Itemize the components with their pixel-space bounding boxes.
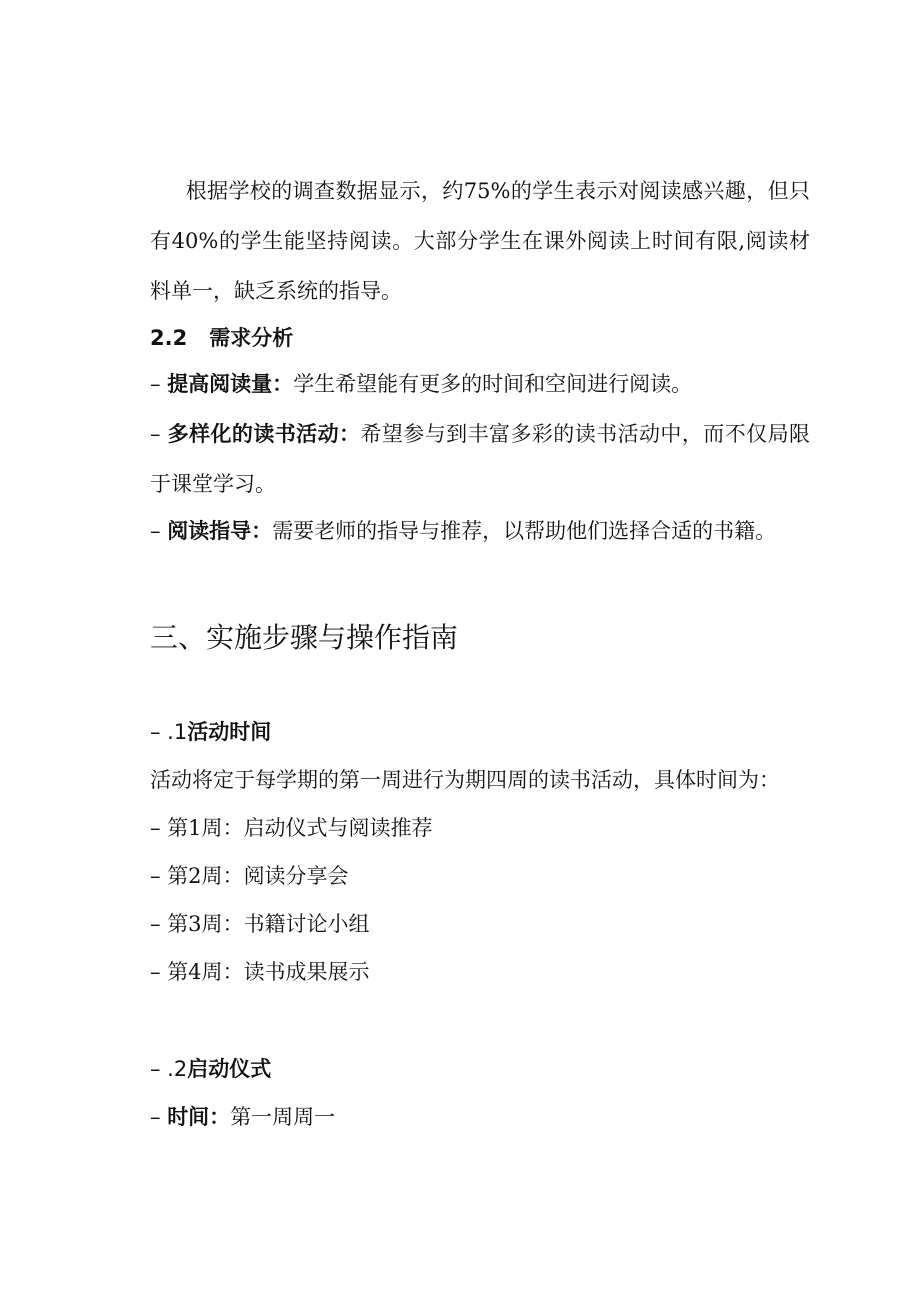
time-item <box>150 1102 335 1132</box>
list-dash: – <box>150 1105 161 1129</box>
list-dash: – <box>150 422 161 446</box>
week-label: 第2周： <box>167 864 244 888</box>
subsection-prefix: – .1 <box>150 720 188 744</box>
subsection-number: 2.2 <box>150 326 188 350</box>
subsection-3-2-heading <box>150 1054 271 1084</box>
subsection-prefix: – .2 <box>150 1057 188 1081</box>
week-text: 读书成果展示 <box>243 960 370 984</box>
need-text: 需要老师的指导与推荐，以帮助他们选择合适的书籍。 <box>272 519 777 543</box>
need-item-2 <box>150 409 810 509</box>
list-dash: – <box>150 912 161 936</box>
week-label: 第3周： <box>167 912 244 936</box>
week-item-2 <box>150 861 349 891</box>
need-text: 学生希望能有更多的时间和空间进行阅读。 <box>293 372 693 396</box>
week-label: 第4周： <box>167 960 244 984</box>
need-label: 阅读指导： <box>167 519 273 543</box>
time-label: 时间： <box>167 1105 231 1129</box>
week-label: 第1周： <box>167 816 244 840</box>
list-dash: – <box>150 960 161 984</box>
need-label: 提高阅读量： <box>167 372 294 396</box>
need-label: 多样化的读书活动： <box>167 422 361 446</box>
need-item-1 <box>150 359 810 409</box>
week-item-4 <box>150 957 370 987</box>
subsection-title: 活动时间 <box>187 720 272 744</box>
survey-paragraph: 根据学校的调查数据显示，约75%的学生表示对阅读感兴趣，但只有40%的学生能坚持阅读。大部分学生在课外阅读上时间有限,阅读材料单一，缺乏系统的指导。 <box>150 179 810 303</box>
week-text: 启动仪式与阅读推荐 <box>243 816 433 840</box>
section-3-heading: 三、实施步骤与操作指南 <box>150 621 459 654</box>
subsection-3-1-heading <box>150 717 271 747</box>
list-dash: – <box>150 864 161 888</box>
week-item-1 <box>150 813 433 843</box>
week-text: 书籍讨论小组 <box>243 912 370 936</box>
subsection-title: 启动仪式 <box>187 1057 272 1081</box>
list-dash: – <box>150 372 161 396</box>
week-item-3 <box>150 909 370 939</box>
subsection-title: 需求分析 <box>209 326 294 350</box>
need-item-3 <box>150 506 810 556</box>
list-dash: – <box>150 816 161 840</box>
week-text: 阅读分享会 <box>243 864 349 888</box>
need-text: 希望参与到丰富多彩的读书活动中，而不仅局限于课堂学习。 <box>150 422 810 496</box>
time-text: 第一周周一 <box>230 1105 336 1129</box>
subsection-2-2-heading <box>150 323 293 353</box>
schedule-intro: 活动将定于每学期的第一周进行为期四周的读书活动，具体时间为： <box>150 768 780 792</box>
list-dash: – <box>150 519 161 543</box>
